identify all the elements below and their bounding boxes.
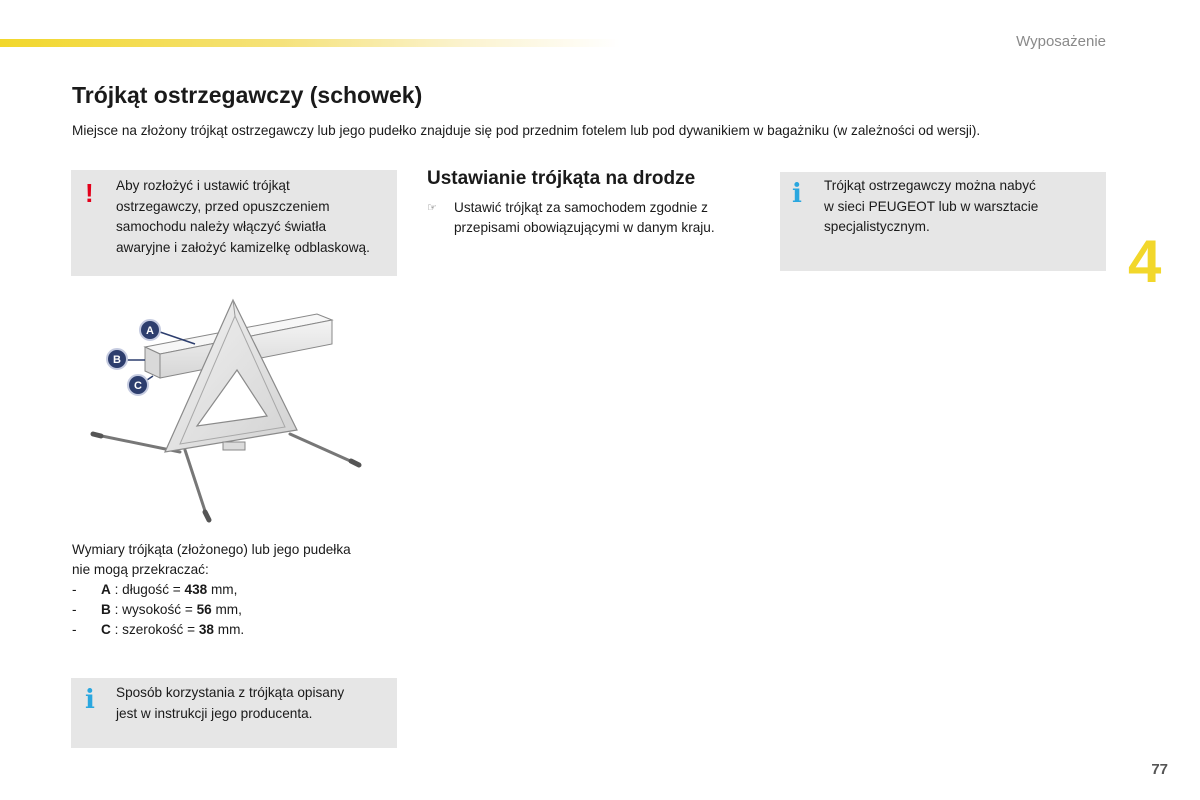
dimension-item: [72, 620, 351, 640]
info-line: w sieci PEUGEOT lub w warsztacie: [824, 198, 1039, 214]
warning-line: ostrzegawczy, przed opuszczeniem: [116, 198, 330, 214]
warning-icon: !: [85, 178, 94, 208]
warning-triangle-illustration: [85, 292, 385, 532]
info-icon: i: [792, 179, 802, 209]
label-c-marker: [128, 375, 153, 395]
dimension-letter: A: [101, 582, 111, 597]
dimension-unit: mm.: [213, 622, 245, 637]
label-a-marker: [140, 320, 195, 344]
dimension-value: 38: [198, 622, 214, 637]
intro-paragraph: Miejsce na złożony trójkąt ostrzegawczy lub jego pudełko znajduje się pod przednim fotelem lub pod dywanikiem w bagażniku (w zależności od wersji).: [72, 123, 981, 138]
road-instruction-line: Ustawić trójkąt za samochodem zgodnie z: [454, 200, 708, 215]
list-dash: -: [72, 602, 77, 617]
dimension-value: 438: [184, 582, 208, 597]
page-number: 77: [1151, 761, 1168, 778]
triangle-drawing: [85, 292, 385, 532]
list-dash: -: [72, 582, 77, 597]
dimension-label: : długość =: [110, 582, 185, 597]
warning-box: [71, 170, 397, 276]
warning-line: awaryjne i założyć kamizelkę odblaskową.: [116, 239, 370, 255]
pointer-hand-icon: ☞: [427, 202, 437, 214]
dimension-label: : szerokość =: [110, 622, 199, 637]
info-box-bottom: [71, 678, 397, 748]
warning-line: Aby rozłożyć i ustawić trójkąt: [116, 178, 290, 193]
list-dash: -: [72, 622, 77, 637]
info-box-right: [780, 172, 1106, 271]
dimension-value: 56: [196, 602, 212, 617]
label-b: B: [113, 354, 121, 366]
warning-line: samochodu należy włączyć światła: [116, 219, 327, 234]
dimensions-intro: nie mogą przekraczać:: [72, 562, 209, 577]
warning-text: [116, 176, 370, 258]
dimension-letter: B: [101, 602, 111, 617]
dimension-label: : wysokość =: [110, 602, 197, 617]
dimensions-intro: Wymiary trójkąta (złożonego) lub jego pudełka: [72, 542, 351, 557]
header-accent-bar: [0, 39, 620, 47]
label-b-marker: [107, 349, 145, 369]
info-line: Trójkąt ostrzegawczy można nabyć: [824, 178, 1036, 193]
road-instruction-line: przepisami obowiązującymi w danym kraju.: [454, 220, 715, 235]
info-text: [824, 176, 1038, 238]
road-section-heading: Ustawianie trójkąta na drodze: [427, 168, 696, 189]
label-c: C: [134, 380, 142, 392]
info-line: jest w instrukcji jego producenta.: [116, 705, 313, 721]
info-text: [116, 683, 344, 724]
dimension-item: [72, 580, 351, 600]
dimension-letter: C: [101, 622, 111, 637]
chapter-number: 4: [1128, 228, 1162, 295]
dimension-item: [72, 600, 351, 620]
page-title: Trójkąt ostrzegawczy (schowek): [72, 82, 423, 108]
info-line: Sposób korzystania z trójkąta opisany: [116, 685, 345, 700]
label-a: A: [146, 325, 154, 337]
dimensions-text: [72, 540, 351, 640]
section-name: Wyposażenie: [1016, 33, 1106, 50]
dimension-unit: mm,: [207, 582, 238, 597]
dimension-unit: mm,: [211, 602, 242, 617]
info-line: specjalistycznym.: [824, 219, 930, 234]
info-icon: i: [85, 685, 95, 715]
